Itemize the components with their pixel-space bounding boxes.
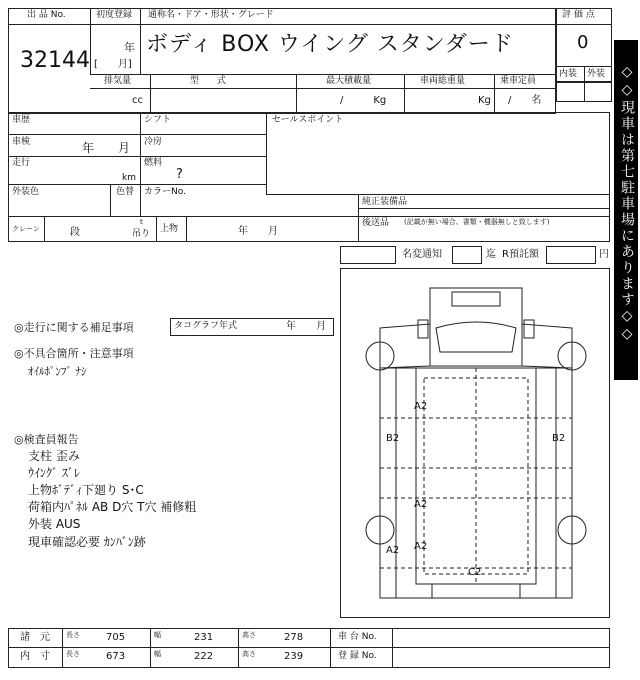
inspection-label: 車検 — [12, 137, 31, 147]
defect-title: ◎不具合箇所・注意事項 — [14, 347, 134, 360]
model-name: ボディ BOX ウイング スタンダード — [146, 32, 514, 57]
damage-left-rear: A2 — [386, 545, 400, 556]
month-bracket: [ 月] — [94, 59, 132, 70]
specs-label: 諸 元 — [20, 632, 50, 643]
crane-label: クレーン — [12, 225, 40, 233]
exterior-color-label: 外装色 — [12, 187, 40, 197]
notice-box-1 — [340, 246, 396, 264]
inspector-line-3: 上物ﾎﾞﾃﾞｨ下廻り S･C — [28, 483, 144, 497]
registration-label: 登 録 No. — [338, 651, 377, 661]
crane-lift-unit: t — [140, 218, 143, 226]
interior-label: 内装 — [559, 69, 578, 79]
inspector-line-2: ｳｲﾝｸﾞ ｽﾞﾚ — [28, 466, 80, 480]
damage-rear: C2 — [468, 567, 482, 578]
damage-left-front-upper: A2 — [414, 401, 428, 412]
notice-box-2 — [452, 246, 482, 264]
defect-line-1: ｵｲﾙﾎﾟﾝﾌﾟ ﾅｼ — [28, 365, 87, 378]
year-suffix: 年 — [124, 41, 135, 54]
tacho-label: タコグラフ年式 — [174, 321, 238, 331]
exterior-label: 外装 — [587, 69, 606, 79]
inspector-title: ◎検査員報告 — [14, 433, 79, 446]
inspector-line-1: 支柱 歪み — [28, 449, 80, 463]
ac-label: 冷房 — [144, 137, 163, 147]
color-no-label: カラーNo. — [144, 187, 186, 197]
color-code-label: 色替 — [116, 187, 135, 197]
inner-label: 内 寸 — [20, 651, 50, 662]
wid-label-2: 幅 — [154, 650, 161, 658]
capacity-label: 乗車定員 — [500, 76, 537, 86]
damage-left-side: B2 — [386, 433, 400, 444]
specs-length: 705 — [106, 632, 126, 643]
score-value: 0 — [577, 32, 589, 53]
capacity-unit: / 名 — [508, 95, 542, 106]
fuel-value: ? — [176, 167, 183, 182]
gross-weight-label: 車両総重量 — [420, 76, 466, 86]
hgt-label-2: 高さ — [242, 650, 256, 658]
displacement-label: 排気量 — [104, 76, 132, 86]
genuine-parts-label: 純正装備品 — [362, 197, 408, 207]
inner-height: 239 — [284, 651, 304, 662]
yen-label: 円 — [599, 249, 609, 260]
inspector-line-4: 荷箱内ﾊﾟﾈﾙ AB D穴 T穴 補修粗 — [28, 500, 197, 514]
dimensions-table — [8, 628, 610, 668]
score-label: 評 価 点 — [562, 10, 595, 20]
damage-left-rear-inner: A2 — [414, 541, 428, 552]
crane-stage: 段 — [70, 227, 80, 238]
chassis-label: 車 台 No. — [338, 632, 377, 642]
crane-lift-label: 吊り — [132, 229, 151, 239]
specs-height: 278 — [284, 632, 304, 643]
wid-label-1: 幅 — [154, 631, 161, 639]
delivery-note: (記載が無い場合、書類・機器無しと致します) — [404, 218, 550, 226]
inner-width: 222 — [194, 651, 214, 662]
body-date: 年 月 — [238, 226, 278, 237]
tacho-value: 年 月 — [286, 321, 326, 332]
inner-length: 673 — [106, 651, 126, 662]
first-reg-label: 初度登録 — [96, 10, 133, 20]
name-label: 通称名・ドア・形状・グレード — [148, 10, 274, 20]
fuel-label: 燃料 — [144, 158, 163, 168]
mileage-unit: km — [122, 173, 136, 183]
model-label: 型 式 — [190, 76, 227, 86]
damage-right-side: B2 — [552, 433, 566, 444]
specs-width: 231 — [194, 632, 214, 643]
len-label-2: 長さ — [66, 650, 80, 658]
name-change-label: 名変通知 — [402, 249, 442, 260]
notice-box-3 — [546, 246, 596, 264]
max-load-label: 最大積載量 — [326, 76, 372, 86]
side-banner-text: ◇◇現車は第七駐車場にあります◇◇ — [619, 64, 635, 344]
sales-point-label: セールスポイント — [272, 115, 344, 125]
body-label: 上物 — [160, 224, 179, 234]
lot-number: 32144 — [20, 48, 90, 73]
damage-left-mid-lower: A2 — [414, 499, 428, 510]
nin-label: 迄 — [486, 249, 496, 260]
driving-title: ◎走行に関する補足事項 — [14, 321, 134, 334]
max-load-unit: / Kg — [340, 95, 387, 106]
gross-weight-unit: Kg — [478, 95, 491, 106]
history-label: 車歴 — [12, 115, 31, 125]
lot-label: 出 品 No. — [27, 10, 66, 20]
shift-label: シフト — [144, 115, 172, 125]
len-label-1: 長さ — [66, 631, 80, 639]
mileage-label: 走行 — [12, 158, 31, 168]
r-deposit-label: R預託額 — [502, 249, 539, 260]
inspector-line-6: 現車確認必要 ｶﾝﾊﾞﾝ跡 — [28, 535, 146, 549]
inspection-value: 年 月 — [82, 141, 131, 155]
inspector-line-5: 外装 AUS — [28, 517, 81, 531]
side-banner — [614, 40, 638, 380]
truck-diagram — [340, 268, 610, 618]
hgt-label-1: 高さ — [242, 631, 256, 639]
delivery-label: 後送品 — [362, 218, 390, 228]
displacement-unit: cc — [132, 95, 143, 106]
